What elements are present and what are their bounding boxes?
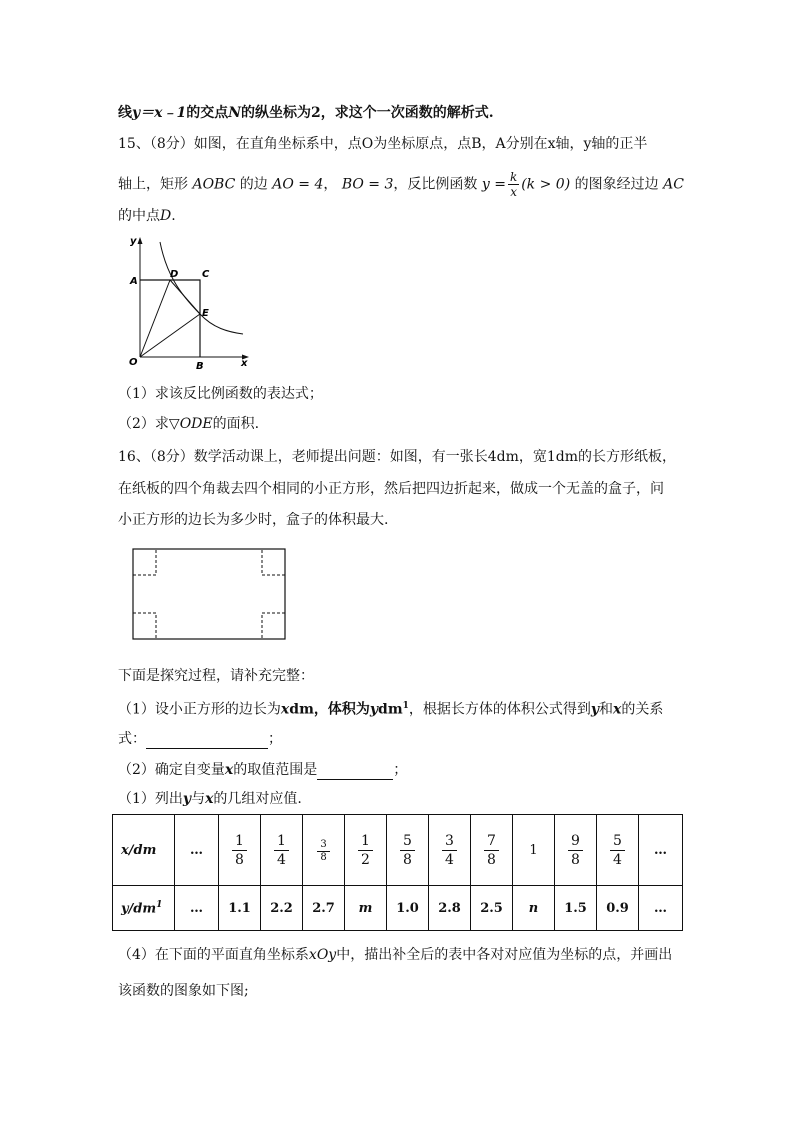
label-b: B	[196, 361, 204, 372]
fraction-numerator: 3	[317, 839, 329, 852]
table-cell-x: …	[175, 815, 219, 886]
q16-step1	[118, 696, 663, 720]
q16-step1-text: ；	[268, 731, 282, 747]
intro-equation: y＝x﹣1	[132, 105, 187, 121]
label-y: y	[130, 236, 137, 247]
q16-var-y: y	[369, 701, 379, 718]
table-head-y	[113, 886, 175, 931]
table-cell-x	[555, 815, 597, 886]
table-cell-x: …	[639, 815, 683, 886]
intro-line	[118, 103, 494, 123]
fraction-numerator: 1	[274, 832, 289, 851]
table-cell-x: 1	[513, 815, 555, 886]
q15-func-fraction	[508, 170, 519, 199]
fraction	[484, 832, 499, 869]
q15-rect-name: AOBC	[192, 176, 236, 193]
table-cell-y: 1.5	[555, 886, 597, 931]
q16-step1-text: dm，体积为	[289, 701, 370, 718]
label-e: E	[202, 308, 209, 319]
label-x: x	[241, 358, 248, 369]
fraction-numerator: 3	[442, 832, 457, 851]
q16-var-x: x	[613, 701, 622, 718]
table-cell-y: 2.7	[303, 886, 345, 931]
q15-sub1: （1）求该反比例函数的表达式；	[118, 386, 323, 402]
fraction-numerator: 1	[232, 832, 247, 851]
fraction	[232, 832, 247, 869]
fraction-denominator: 4	[277, 851, 286, 868]
q16-step1-cont	[118, 729, 282, 749]
fraction	[442, 832, 457, 869]
q16-unit-exp: 1	[402, 701, 409, 711]
q15-edge-ac: AC	[663, 176, 684, 193]
fraction	[568, 832, 583, 869]
table-cell-x	[219, 815, 261, 886]
intro-point-n: N	[228, 105, 242, 121]
q16-step3	[118, 789, 302, 809]
answer-blank-relation[interactable]	[146, 734, 268, 749]
segment-oe	[140, 314, 200, 357]
q16-step4	[118, 945, 672, 965]
table-cell-x	[429, 815, 471, 886]
q16-line2: 在纸板的四个角裁去四个相同的小正方形，然后把四边折起来，做成一个无盖的盒子，问	[118, 481, 664, 497]
table-row-y	[113, 886, 683, 931]
fraction	[274, 832, 289, 869]
q15-func-num: k	[509, 170, 518, 184]
fraction-denominator: 4	[445, 851, 454, 868]
table-head-y-text: y/dm	[121, 901, 157, 917]
table-cell-x	[345, 815, 387, 886]
q15-func-den: x	[510, 185, 517, 199]
q16-step1-text: 和	[599, 701, 614, 718]
fraction	[358, 832, 373, 869]
q15-period: .	[171, 208, 176, 224]
q16-cardboard-figure	[132, 548, 288, 642]
cut-bottom-right	[262, 613, 285, 639]
q15-line1: 15、（8分）如图，在直角坐标系中，点O为坐标原点，点B，A分别在x轴，y轴的正半	[118, 136, 648, 152]
cut-bottom-left	[133, 613, 156, 639]
q15-func-lhs: y =	[481, 176, 506, 193]
q15-line2	[118, 170, 684, 199]
q16-step3-text: （1）列出	[118, 791, 183, 807]
fraction-numerator: 5	[400, 832, 415, 851]
q16-step4-text: 中，描出补全后的表中各对对应值为坐标的点，并画出	[336, 947, 673, 963]
label-a: A	[130, 276, 138, 287]
q15-text: 的中点	[118, 208, 160, 224]
q16-step2-text: （2）确定自变量	[118, 762, 225, 778]
rectangle-aobc	[140, 280, 200, 357]
table-cell-x	[597, 815, 639, 886]
q15-text: 的图象经过边	[574, 176, 659, 193]
q16-var-y: y	[182, 791, 192, 807]
q16-line1: 16、（8分）数学活动课上，老师提出问题：如图，有一张长4dm，宽1dm的长方形纸板，	[118, 449, 677, 465]
table-cell-y: 1.1	[219, 886, 261, 931]
table-cell-y: …	[639, 886, 683, 931]
q16-unit-dm: dm	[378, 701, 403, 718]
table-cell-y: 1.0	[387, 886, 429, 931]
table-cell-y: n	[513, 886, 555, 931]
intro-mid: 的交点	[186, 105, 229, 121]
answer-blank-domain[interactable]	[317, 765, 393, 780]
q16-step1-text: 式：	[118, 731, 146, 747]
q16-step4-line2: 该函数的图象如下图;	[118, 983, 249, 999]
cut-top-left	[133, 549, 156, 575]
label-c: C	[202, 269, 210, 280]
label-d: D	[170, 269, 179, 280]
q16-var-x: x	[224, 762, 234, 778]
q15-sub2-prefix: （2）求	[118, 416, 169, 432]
q16-var-x: x	[205, 791, 214, 807]
q15-sub2-suffix: 的面积.	[212, 416, 260, 432]
q15-text: 轴上，矩形	[118, 176, 188, 193]
cut-squares	[133, 549, 285, 639]
fraction-numerator: 5	[610, 832, 625, 851]
fraction-numerator: 7	[484, 832, 499, 851]
fraction	[317, 839, 329, 864]
q16-var-x: x	[280, 701, 290, 718]
q15-ao: AO = 4	[272, 176, 324, 193]
fraction-denominator: 8	[235, 851, 244, 868]
table-cell-y: 2.2	[261, 886, 303, 931]
table-cell-y: 2.5	[471, 886, 513, 931]
q16-step2	[118, 760, 407, 780]
intro-prefix: 线	[118, 105, 132, 121]
q15-point-d: D	[160, 208, 172, 224]
q15-line3	[118, 206, 176, 226]
table-cell-x	[387, 815, 429, 886]
q15-func-cond: (k > 0)	[521, 176, 571, 193]
cut-top-right	[262, 549, 285, 575]
table-cell-y: m	[345, 886, 387, 931]
q16-step1-text: （1）设小正方形的边长为	[118, 701, 281, 718]
y-axis-arrow	[138, 237, 143, 244]
fraction-denominator: 8	[320, 852, 327, 863]
segment-od	[140, 280, 170, 357]
fraction-denominator: 4	[613, 851, 622, 868]
q15-text: ，反比例函数	[393, 176, 478, 193]
hyperbola-curve	[160, 242, 243, 334]
q16-var-y: y	[590, 701, 600, 718]
q16-step2-text: ；	[393, 762, 408, 778]
label-o: O	[129, 357, 138, 368]
q16-step3-text: 的几组对应值.	[213, 791, 302, 807]
values-table	[112, 814, 683, 931]
fraction-denominator: 2	[361, 851, 370, 868]
table-cell-x	[471, 815, 513, 886]
fraction-denominator: 8	[403, 851, 412, 868]
q16-process: 下面是探究过程，请补充完整：	[118, 668, 314, 684]
q16-step2-text: 的取值范围是	[233, 762, 318, 778]
table-cell-y: …	[175, 886, 219, 931]
fraction-denominator: 8	[571, 851, 580, 868]
table-cell-y: 0.9	[597, 886, 639, 931]
q16-step1-text: ，根据长方体的体积公式得到	[408, 701, 591, 718]
segment-de	[170, 280, 200, 314]
table-cell-x	[261, 815, 303, 886]
q16-line3: 小正方形的边长为多少时，盒子的体积最大.	[118, 512, 389, 528]
q16-step3-text: 与	[191, 791, 206, 807]
q15-bo: BO = 3	[341, 176, 394, 193]
fraction-numerator: 9	[568, 832, 583, 851]
q15-sep: ，	[323, 176, 338, 193]
q16-step4-text: （4）在下面的平面直角坐标系	[118, 947, 309, 963]
q15-figure	[118, 232, 258, 372]
q16-step1-text: 的关系	[621, 701, 664, 718]
table-cell-y: 2.8	[429, 886, 471, 931]
table-row-x	[113, 815, 683, 886]
table-head-y-exp: 1	[156, 899, 163, 910]
intro-suffix: 的纵坐标为2，求这个一次函数的解析式.	[241, 105, 494, 121]
fraction	[400, 832, 415, 869]
q15-text: 的边	[239, 176, 268, 193]
fraction-numerator: 1	[358, 832, 373, 851]
table-head-x: x/dm	[113, 815, 175, 886]
table-cell-x	[303, 815, 345, 886]
fraction	[610, 832, 625, 869]
fraction-denominator: 8	[487, 851, 496, 868]
q15-triangle-ode: ▽ODE	[168, 416, 213, 432]
q15-sub2	[118, 414, 259, 434]
q16-coord-system: xOy	[308, 947, 337, 963]
